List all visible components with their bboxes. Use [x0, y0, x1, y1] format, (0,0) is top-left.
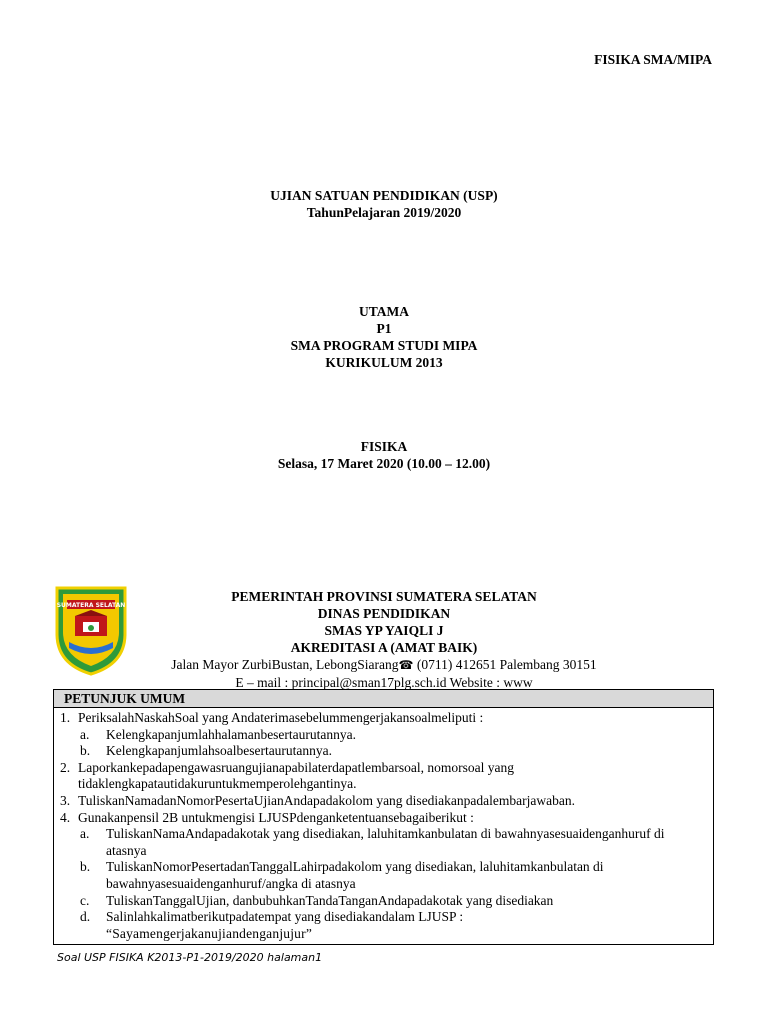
instruction-subitem	[60, 859, 707, 892]
page-footer: Soal USP FISIKA K2013-P1-2019/2020 halaman1	[57, 951, 323, 964]
accreditation: AKREDITASI A (AMAT BAIK)	[290, 640, 478, 655]
item-number: 1.	[60, 710, 71, 725]
subitem-text: Kelengkapanjumlahsoalbesertaurutannya.	[106, 743, 333, 759]
government-name: PEMERINTAH PROVINSI SUMATERA SELATAN	[231, 589, 537, 604]
logo-text: SUMATERA SELATAN	[56, 602, 126, 609]
instruction-item	[60, 760, 707, 793]
instruction-item	[60, 710, 707, 727]
subitem-letter: a.	[80, 726, 90, 742]
general-instructions-box	[53, 689, 714, 945]
subject-tag: FISIKA SMA/MIPA	[594, 52, 712, 67]
curriculum: KURIKULUM 2013	[325, 355, 443, 370]
school-contact: E – mail : principal@sman17plg.sch.id Website : www	[235, 675, 533, 690]
package-code: P1	[376, 321, 392, 336]
instruction-item	[60, 793, 707, 810]
honesty-statement: “Sayamengerjakanujiandenganjujur”	[106, 925, 313, 941]
exam-title: UJIAN SATUAN PENDIDIKAN (USP)	[270, 188, 498, 203]
item-number: 4.	[60, 809, 71, 825]
program: SMA PROGRAM STUDI MIPA	[290, 338, 478, 353]
subitem-text: TuliskanNamaAndapadakotak yang disediakan, laluhitamkanbulatan di bawahnyasesuaidenganhuruf di atasnya	[106, 826, 665, 858]
subitem-letter: b.	[80, 859, 91, 875]
item-text: PeriksalahNaskahSoal yang Andaterimasebelummengerjakansoalmeliputi :	[78, 710, 484, 725]
subitem-letter: b.	[80, 743, 91, 759]
office-name: DINAS PENDIDIKAN	[317, 606, 451, 621]
subitem-text: Kelengkapanjumlahhalamanbesertaurutannya.	[106, 726, 357, 742]
school-name: SMAS YP YAIQLI J	[324, 623, 444, 638]
subject-block	[0, 438, 768, 472]
instruction-subitem	[60, 909, 707, 926]
subitem-text: TuliskanNomorPesertadanTanggalLahirpadakolom yang disediakan, laluhitamkanbulatan di bawahnyasesuaidenganhuruf/angka di atasnya	[106, 859, 604, 891]
school-address	[0, 656, 768, 674]
address-suffix: (0711) 412651 Palembang 30151	[413, 657, 597, 672]
item-text: Laporkankepadapengawasruangujianapabilaterdapatlembarsoal, nomorsoal yang tidaklengkapatautidakuruntukmemperolehgantinya.	[78, 759, 514, 792]
item-text: TuliskanNamadanNomorPesertaUjianAndapadakolom yang disediakanpadalembarjawaban.	[78, 792, 575, 808]
item-number: 2.	[60, 759, 71, 775]
instruction-subitem	[60, 743, 707, 760]
instructions-title: PETUNJUK UMUM	[54, 690, 713, 708]
subitem-letter: d.	[80, 909, 91, 925]
subject-name: FISIKA	[360, 439, 408, 454]
school-letterhead	[0, 588, 768, 691]
exam-schedule: Selasa, 17 Maret 2020 (10.00 – 12.00)	[277, 456, 491, 471]
subitem-letter: a.	[80, 826, 90, 842]
instruction-subitem	[60, 826, 707, 859]
subitem-letter: c.	[80, 892, 90, 908]
academic-year: TahunPelajaran 2019/2020	[306, 205, 462, 220]
instruction-item	[60, 810, 707, 827]
subitem-text: Salinlahkalimatberikutpadatempat yang disediakandalam LJUSP :	[106, 909, 464, 925]
item-number: 3.	[60, 792, 71, 808]
instruction-subitem	[60, 727, 707, 744]
address-prefix: Jalan Mayor ZurbiBustan, LebongSiarang	[171, 657, 399, 672]
item-text: Gunakanpensil 2B untukmengisi LJUSPdenganketentuansebagaiberikut :	[78, 809, 474, 825]
package-type: UTAMA	[359, 304, 409, 319]
package-block	[0, 303, 768, 371]
exam-title-block	[0, 187, 768, 221]
telephone-icon: ☎	[398, 658, 414, 672]
subitem-text: TuliskanTanggalUjian, danbubuhkanTandaTanganAndapadakotak yang disediakan	[106, 892, 554, 908]
instruction-subitem	[60, 893, 707, 910]
